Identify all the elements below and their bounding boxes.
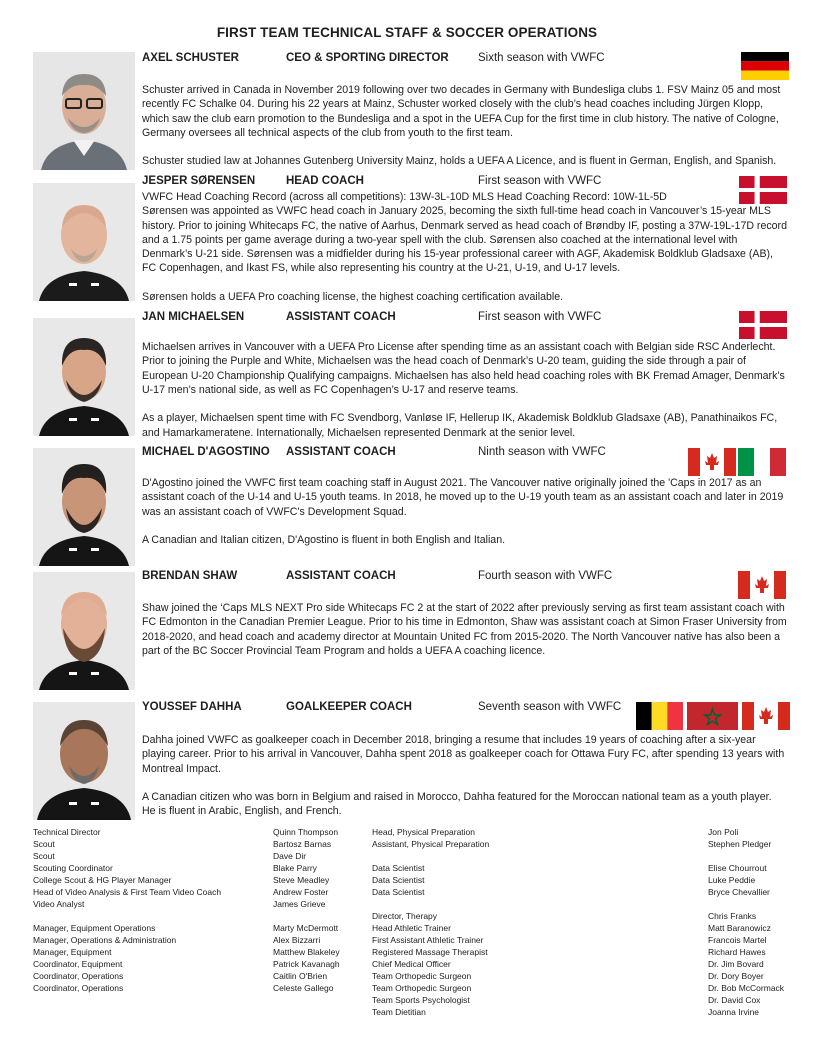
directory-entry: Video Analyst (33, 899, 85, 909)
staff-bio (142, 83, 787, 169)
staff-role: CEO & SPORTING DIRECTOR (286, 52, 449, 64)
directory-entry: Bartosz Barnas (273, 839, 332, 849)
morocco-flag-icon (687, 702, 738, 730)
bio-paragraph: Michaelsen arrives in Vancouver with a UEFA Pro License after spending time as an assistant coach with Belgian side RSC Anderlecht. Prior to joining the Purple and White, Michaelsen was the head coach of Denmark’s U-20 team, guiding the side through a pair of European U-20 Championship Qualifying campaigns. Michaelsen has also held head coaching roles with BK Fremad Amager, Denmark’s U-17 men’s national side, as well as FC Copenhagen’s U-17 and reserve teams. (142, 341, 785, 396)
directory-names-right (708, 826, 784, 1018)
canada-flag-icon (742, 702, 790, 730)
staff-bio (142, 340, 787, 440)
directory-entry: Bryce Chevallier (708, 887, 770, 897)
staff-name: YOUSSEF DAHHA (142, 701, 242, 713)
directory-entry: Francois Martel (708, 935, 767, 945)
directory-entry: Patrick Kavanagh (273, 959, 340, 969)
directory-entry: First Assistant Athletic Trainer (372, 935, 484, 945)
staff-season: Fourth season with VWFC (478, 570, 613, 582)
staff-name: BRENDAN SHAW (142, 570, 238, 582)
directory-entry: James Grieve (273, 899, 326, 909)
bio-paragraph: Sørensen holds a UEFA Pro coaching license, the highest coaching certification available. (142, 291, 564, 304)
bio-paragraph: Schuster studied law at Johannes Gutenberg University Mainz, holds a UEFA A Licence, and is fluent in German, English, and Spanish. (142, 155, 777, 168)
directory-entry: Team Dietitian (372, 1007, 426, 1017)
directory-entry: Chief Medical Officer (372, 959, 451, 969)
staff-season: First season with VWFC (478, 311, 602, 323)
directory-entry: Dr. David Cox (708, 995, 761, 1005)
staff-name: JESPER SØRENSEN (142, 175, 256, 187)
directory-entry: Technical Director (33, 827, 101, 837)
directory-entry: Coordinator, Operations (33, 971, 124, 981)
staff-name: MICHAEL D'AGOSTINO (142, 446, 270, 458)
directory-entry: Manager, Equipment Operations (33, 923, 156, 933)
bio-paragraph: D'Agostino joined the VWFC first team coaching staff in August 2021. The Vancouver native originally joined the 'Caps in 2017 as an assistant coach of the U-14 and U-15 youth teams. In 2018, he moved up to the U-19 youth team as an assistant coach and later in 2019 was an assistant coach of VWFC's Development Squad. (142, 477, 784, 518)
directory-entry (708, 898, 784, 910)
directory-entry: College Scout & HG Player Manager (33, 875, 172, 885)
directory-entry: Matt Baranowicz (708, 923, 771, 933)
directory-entry: Registered Massage Therapist (372, 947, 488, 957)
staff-season: Seventh season with VWFC (478, 701, 622, 713)
canada-flag-icon (688, 448, 736, 476)
headshot-photo (33, 448, 135, 566)
directory-entry: Team Sports Psychologist (372, 995, 470, 1005)
headshot-photo (33, 572, 135, 690)
directory-entry (708, 850, 784, 862)
bio-paragraph: A Canadian and Italian citizen, D'Agostino is fluent in both English and Italian. (142, 534, 506, 547)
directory-entry (273, 910, 340, 922)
directory-entry: Richard Hawes (708, 947, 766, 957)
directory-entry: Manager, Operations & Administration (33, 935, 177, 945)
directory-entry: Celeste Gallego (273, 983, 334, 993)
directory-entry: Quinn Thompson (273, 827, 339, 837)
staff-role: ASSISTANT COACH (286, 446, 396, 458)
directory-entry: Scout (33, 839, 55, 849)
directory-entry: Coordinator, Operations (33, 983, 124, 993)
headshot-photo (33, 318, 135, 436)
directory-entry (33, 910, 221, 922)
staff-role: ASSISTANT COACH (286, 311, 396, 323)
denmark-flag-icon (739, 311, 787, 339)
directory-entry: Data Scientist (372, 863, 425, 873)
staff-bio (142, 476, 787, 547)
directory-entry: Steve Meadley (273, 875, 330, 885)
staff-role: HEAD COACH (286, 175, 364, 187)
directory-entry: Assistant, Physical Preparation (372, 839, 490, 849)
directory-entry: Scouting Coordinator (33, 863, 113, 873)
directory-entry: Dr. Jim Bovard (708, 959, 764, 969)
directory-entry: Caitlin O'Brien (273, 971, 328, 981)
directory-entry: Team Orthopedic Surgeon (372, 983, 472, 993)
directory-entry: Dr. Bob McCormack (708, 983, 785, 993)
directory-titles-left (33, 826, 221, 994)
directory-entry: Team Orthopedic Surgeon (372, 971, 472, 981)
directory-entry: Elise Chourrout (708, 863, 767, 873)
staff-season: First season with VWFC (478, 175, 602, 187)
staff-role: GOALKEEPER COACH (286, 701, 412, 713)
staff-bio (142, 190, 787, 304)
directory-entry: Matthew Blakeley (273, 947, 340, 957)
directory-entry: Dr. Dory Boyer (708, 971, 764, 981)
staff-season: Ninth season with VWFC (478, 446, 606, 458)
page-title: FIRST TEAM TECHNICAL STAFF & SOCCER OPERATIONS (216, 25, 598, 40)
staff-role: ASSISTANT COACH (286, 570, 396, 582)
directory-entry: Chris Franks (708, 911, 757, 921)
bio-paragraph: Shaw joined the ‘Caps MLS NEXT Pro side Whitecaps FC 2 at the start of 2022 after previously serving as first team assistant coach with FC Edmonton in the Canadian Premier League. Prior to his time in Edmonton, Shaw was assistant coach at Simon Fraser University from 2018-2020, and head coach and academy director at Mountain United FC from 2015-2020. The North Vancouver native has also been a part of the BC Soccer Provincial Team Program and holds a UEFA A coaching licence. (142, 602, 787, 657)
directory-entry: Head of Video Analysis & First Team Video Coach (33, 887, 222, 897)
directory-entry: Alex Bizzarri (273, 935, 321, 945)
directory-entry (372, 898, 489, 910)
directory-entry: Andrew Foster (273, 887, 329, 897)
directory-entry: Luke Peddie (708, 875, 756, 885)
directory-names-left (273, 826, 340, 994)
directory-titles-right (372, 826, 489, 1018)
directory-entry: Scout (33, 851, 55, 861)
directory-entry: Director, Therapy (372, 911, 438, 921)
directory-entry: Stephen Pledger (708, 839, 772, 849)
directory-entry: Dave Dir (273, 851, 307, 861)
directory-entry: Coordinator, Equipment (33, 959, 123, 969)
staff-bio (142, 601, 787, 658)
headshot-photo (33, 702, 135, 820)
belgium-flag-icon (636, 702, 683, 730)
directory-entry (372, 850, 489, 862)
bio-paragraph: As a player, Michaelsen spent time with FC Svendborg, Vanløse IF, Hellerup IK, Akademisk Boldklub Gladsaxe (AB), Panathinaikos FC, and Hamarkameratene. Internationally, Michaelsen represented Denmark at the senior level. (142, 412, 778, 439)
directory-entry: Jon Poli (708, 827, 739, 837)
bio-paragraph: Dahha joined VWFC as goalkeeper coach in December 2018, bringing a resume that includes 19 years of coaching after a six-year playing career. Prior to his arrival in Vancouver, Dahha spent 2018 as goalkeeper coach for Ottawa Fury FC, after spending 13 years with Montreal Impact. (142, 734, 785, 775)
directory-entry: Head Athletic Trainer (372, 923, 451, 933)
staff-season: Sixth season with VWFC (478, 52, 605, 64)
staff-bio (142, 733, 787, 819)
italy-flag-icon (738, 448, 786, 476)
bio-paragraph: A Canadian citizen who was born in Belgium and raised in Morocco, Dahha featured for the Moroccan national team as a youth player. He is fluent in Arabic, English, and French. (142, 791, 772, 818)
directory-entry: Data Scientist (372, 887, 425, 897)
directory-entry: Joanna Irvine (708, 1007, 760, 1017)
germany-flag-icon (741, 52, 789, 80)
bio-paragraph: VWFC Head Coaching Record (across all competitions): 13W-3L-10D MLS Head Coaching Record: 10W-1L-5D Sørensen was appointed as VWFC head coach in January 2025, becoming the sixth full-time head coach in Vancouver’s 15-year MLS history. Prior to joining Whitecaps FC, the native of Aarhus, Denmark served as head coach of Brøndby IF, posting a 37W-19L-17D record and a 1.75 points per game average during a two-year spell with the club. Sørensen also coached at the international level with Denmark’s U-21 side. Sørensen was a midfielder during his 15-year professional career with AGF, Akademisk Boldklub Gladsaxe (AB), FC Copenhagen, and Ikast FS, while also representing his country at the U-21, U-19, and U-17 levels. (142, 191, 787, 275)
directory-entry: Marty McDermott (273, 923, 339, 933)
directory-entry: Head, Physical Preparation (372, 827, 476, 837)
headshot-photo (33, 52, 135, 170)
directory-entry: Manager, Equipment (33, 947, 112, 957)
bio-paragraph: Schuster arrived in Canada in November 2019 following over two decades in Germany with Bundesliga clubs 1. FSV Mainz 05 and most recently FC Schalke 04. During his 22 years at Mainz, Schuster worked closely with the club’s head coaches including Jürgen Klopp, which saw the club earn promotion to the Bundesliga and a spot in the UEFA Cup for the first time in club history. The native of Cologne, Germany oversees all technical aspects of the club from youth to the first team. (142, 84, 781, 139)
directory-entry: Data Scientist (372, 875, 425, 885)
directory-entry: Blake Parry (273, 863, 317, 873)
headshot-photo (33, 183, 135, 301)
canada-flag-icon (738, 571, 786, 599)
staff-name: AXEL SCHUSTER (142, 52, 239, 64)
staff-name: JAN MICHAELSEN (142, 311, 245, 323)
